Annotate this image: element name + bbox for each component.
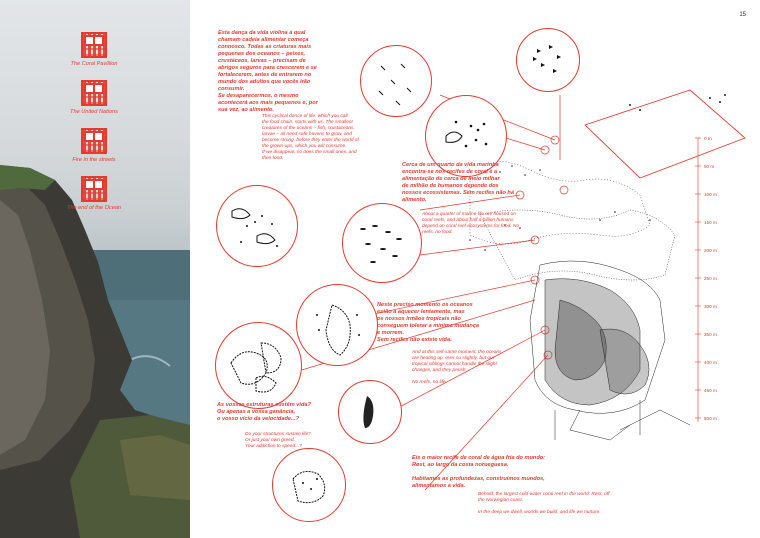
text-en-intro: This cyclical dance of life, which you call the food chain, starts with us. The smallest creatures of the oceans – fish, crustaceans, larvae – all need safe havens to grow, and become strong, before they enter the world of the grown-ups, which you will consume. If we disappear, so does the small ones, and then food. <box>262 114 359 161</box>
depth-label: 350 m <box>704 332 717 337</box>
depth-label: 100 m <box>704 192 717 197</box>
vignette-plankton <box>360 45 432 117</box>
text-en-question: Do your structures sustain life? Or just your own greed, Your addiction to speed...? <box>245 432 311 449</box>
text-pt-moment: Neste preciso momento os oceanos estão a aquecer lentamente, mas os nossos irmãos tropicais não conseguem tolerar a mínima mudança e morrem. Sem recifes não existe vida. <box>377 302 479 343</box>
vignette-coral-fish <box>296 284 378 366</box>
depth-label: 400 m <box>704 360 717 365</box>
text-en-moment: And at this self-same moment, the oceans are heating up, ever so slightly, but our tropical siblings cannot handle the slight changes, and they perish. No reefs, no life. <box>412 350 502 385</box>
depth-label: 0 m <box>704 136 712 141</box>
vignette-coral-detail <box>272 448 346 522</box>
text-en-reef: Behold, the largest cold-water coral reef in the world: Røst, off the Norwegian coast. In the deep we dwell, worlds we build, and life we nurture. <box>478 492 610 515</box>
depth-label: 450 m <box>704 388 717 393</box>
text-pt-reef: Eis o maior recife de coral de água fria do mundo: Røst, ao largo da costa norueguesa. Habitamos as profundezas, construímos mundos, alimentamos a vida. <box>412 455 546 489</box>
depth-label: 50 m <box>704 164 715 169</box>
qr-label: Fire in the streets <box>72 157 116 163</box>
vignette-fish-school-top <box>516 28 580 92</box>
text-en-quarter: About a quarter of marine life are housed on coral reefs, and about half a billion humans depend on coral reef ecosystems for food. No reefs, no food. <box>422 212 520 235</box>
vignette-coral-structures <box>215 322 302 409</box>
vignette-fish-school <box>342 203 422 283</box>
qr-label: The United Nations <box>70 109 118 115</box>
text-pt-question: As vossas estruturas sustêm vida? Ou apenas a vossa ganância, o vosso vício da velocidade...? <box>217 402 311 422</box>
depth-label: 200 m <box>704 248 717 253</box>
qr-label: The Coral Pavillion <box>70 61 118 67</box>
depth-label: 500 m <box>704 416 717 421</box>
vignette-seals <box>216 185 298 267</box>
text-pt-quarter: Cerca de um quarto da vida marinha encontra-se nos recifes de coral e a alimentação de cerca de meio milhar de milhão de humanos depende dos nossos ecossistemas. Sem recifes não há alimento. <box>402 162 514 203</box>
text-pt-intro: Esta dança da vida violina à qual chamam cadeia alimentar começa connosco. Todas as criaturas mais pequenas dos oceanos – peixes, crustáceos, larvas – precisam de abrigos seguros para crescerem e se fortalecerem, antes de entrarem no mundo dos adultos que vocês irão consumir. Se desaparecermos, o mesmo acontecerá aos mais pequenos e, por sua vez, ao alimento. <box>218 30 318 113</box>
qr-label: The end of the Ocean <box>66 205 122 211</box>
page-number: 15 <box>739 12 746 18</box>
depth-label: 150 m <box>704 220 717 225</box>
depth-label: 300 m <box>704 304 717 309</box>
depth-label: 250 m <box>704 276 717 281</box>
